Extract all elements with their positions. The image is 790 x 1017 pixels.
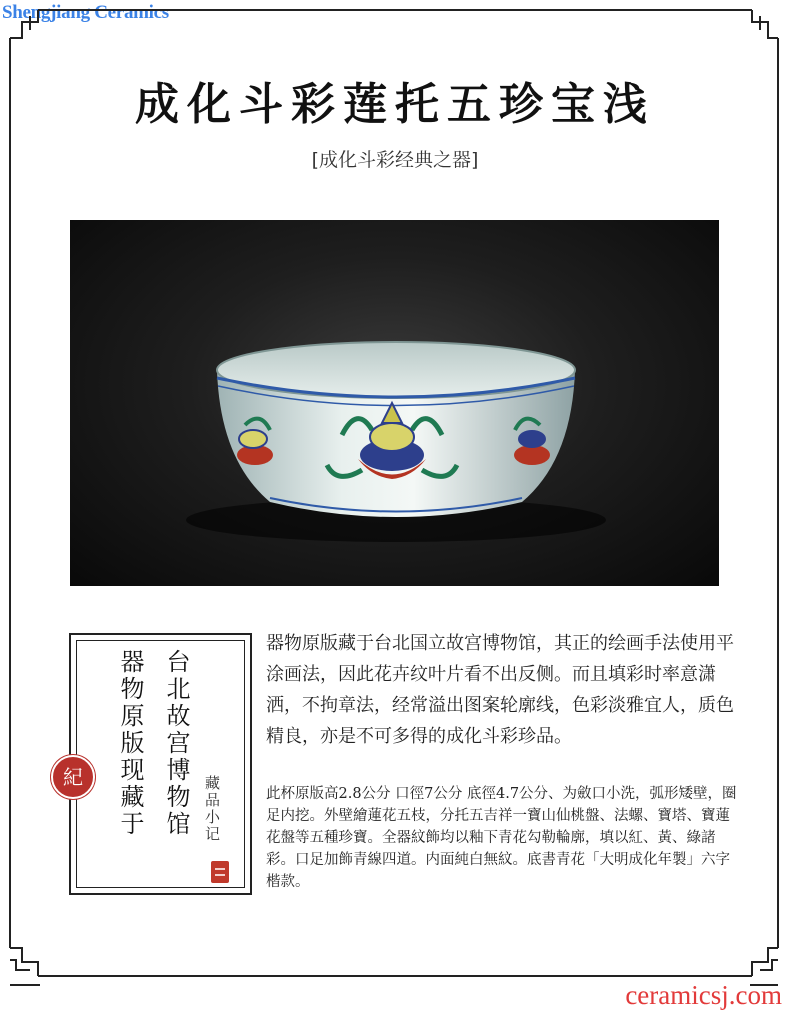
description-detail: 此杯原版高2.8公分 口徑7公分 底徑4.7公分、为斂口小洗，弧形矮壁，圈足内挖。外壁繪蓮花五枝，分托五吉祥一寶山仙桃盤、法螺、寶塔、寶蓮花盤等五種珍寶。全器紋飾均以釉下青花勾勒輪廓，填以紅、黃、綠諸彩。口足加飾青線四道。内面純白無紋。底書青花「大明成化年製」六字楷款。 <box>266 786 737 890</box>
ji-seal-icon: 紀 <box>51 755 95 799</box>
note-column-origin: 器物原版现藏于 <box>116 649 144 838</box>
note-side-label: 藏品小记 <box>203 775 221 843</box>
watermark-bottom: ceramicsj.com <box>625 980 782 1010</box>
mini-seal-icon <box>211 861 229 883</box>
note-column-museum: 台北故宫博物馆 <box>162 649 190 838</box>
watermark-top: Shengjiang Ceramics <box>2 2 169 23</box>
description-main: 器物原版藏于台北国立故宫博物馆，其正的绘画手法使用平涂画法，因此花卉纹叶片看不出反侧。而且填彩时率意潇洒，不拘章法，经常溢出图案轮廓线，色彩淡雅宜人，质色精良，亦是不可多得的成化斗彩珍品。 <box>266 633 734 747</box>
product-photo <box>70 220 719 586</box>
chenghua-doucai-cup-photo <box>70 220 719 586</box>
page-subtitle: [成化斗彩经典之器] <box>311 149 479 171</box>
page-title: 成化斗彩莲托五珍宝浅 <box>135 79 655 130</box>
collection-note-box <box>69 633 252 895</box>
